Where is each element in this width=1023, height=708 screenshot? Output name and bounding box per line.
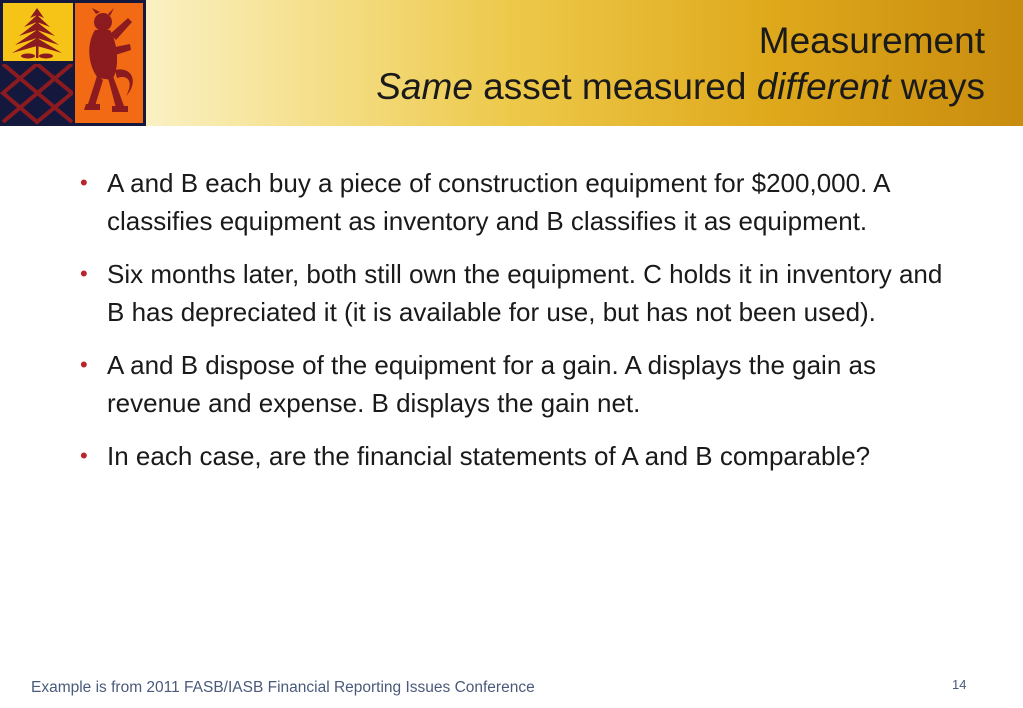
title-subtitle <box>225 64 985 110</box>
slide-title <box>225 18 985 110</box>
title-emphasis-same: Same <box>376 66 473 107</box>
bullet-item <box>80 346 960 422</box>
bullet-dot-icon: • <box>80 170 88 195</box>
title-text-end: ways <box>890 66 985 107</box>
bullet-text: Six months later, both still own the equipment. C holds it in inventory and B has depreciated it (it is available for use, but has not been used). <box>107 259 943 327</box>
bullet-dot-icon: • <box>80 261 88 286</box>
bullet-item <box>80 164 960 240</box>
bullet-dot-icon: • <box>80 352 88 377</box>
bullet-text: A and B each buy a piece of construction equipment for $200,000. A classifies equipment as inventory and B classifies it as equipment. <box>107 168 889 236</box>
footer-source-note: Example is from 2011 FASB/IASB Financial Reporting Issues Conference <box>31 679 535 696</box>
university-crest-logo <box>0 0 146 126</box>
title-main: Measurement <box>758 20 985 61</box>
bullet-text: A and B dispose of the equipment for a gain. A displays the gain as revenue and expense. B displays the gain net. <box>107 350 876 418</box>
title-text-middle: asset measured <box>472 66 757 107</box>
bullet-dot-icon: • <box>80 443 88 468</box>
title-emphasis-different: different <box>756 66 891 107</box>
page-number: 14 <box>952 677 967 692</box>
bullet-text: In each case, are the financial statements of A and B comparable? <box>107 441 871 471</box>
bullet-item <box>80 255 960 331</box>
slide-header <box>0 0 1023 126</box>
bullet-list <box>80 164 960 490</box>
bullet-item <box>80 437 960 475</box>
